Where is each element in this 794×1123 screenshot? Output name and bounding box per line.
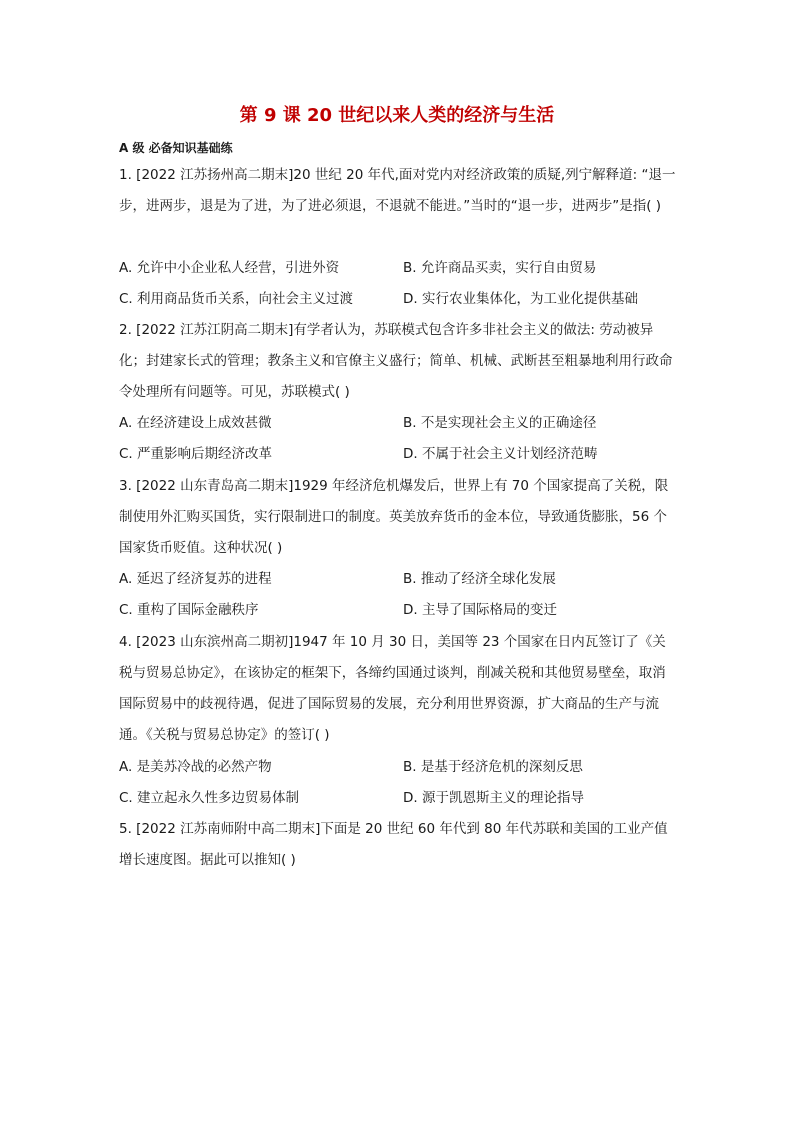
question-stem: 3. [2022 山东青岛高二期末]1929 年经济危机爆发后，世界上有 70 个国家提高了关税，限制使用外汇购买国货，实行限制进口的制度。英美放弃货币的金本位，导致通货膨胀，56 个国家货币贬值。这种状况( ) <box>119 478 669 556</box>
question-option: B. 推动了经济全球化发展 <box>403 571 556 587</box>
question-stem: 5. [2022 江苏南师附中高二期末]下面是 20 世纪 60 年代到 80 年代苏联和美国的工业产值增长速度图。据此可以推知( ) <box>119 821 668 868</box>
question-stem: 4. [2023 山东滨州高二期初]1947 年 10 月 30 日，美国等 23 个国家在日内瓦签订了《关税与贸易总协定》，在该协定的框架下，各缔约国通过谈判，削减关税和其他贸易壁垒，取消国际贸易中的歧视待遇，促进了国际贸易的发展，充分利用世界资源，扩大商品的生产与流通。《关税与贸易总协定》的签订( ) <box>119 634 666 743</box>
question-option: B. 不是实现社会主义的正确途径 <box>403 415 597 431</box>
question-option: D. 不属于社会主义计划经济范畴 <box>403 446 598 462</box>
question-option: B. 是基于经济危机的深刻反思 <box>403 759 583 775</box>
question-option: D. 实行农业集体化，为工业化提供基础 <box>403 291 638 307</box>
question-option: D. 主导了国际格局的变迁 <box>403 602 557 618</box>
question-option: A. 允许中小企业私人经营，引进外资 <box>119 260 340 276</box>
question-option: A. 是美苏冷战的必然产物 <box>119 759 272 775</box>
question-option: C. 重构了国际金融秩序 <box>119 602 259 618</box>
question-option: A. 在经济建设上成效甚微 <box>119 415 272 431</box>
question-option: B. 允许商品买卖，实行自由贸易 <box>403 260 597 276</box>
question-option: C. 建立起永久性多边贸易体制 <box>119 790 300 806</box>
question-option: A. 延迟了经济复苏的进程 <box>119 571 272 587</box>
question-stem: 2. [2022 江苏江阴高二期末]有学者认为，苏联模式包含许多非社会主义的做法: 劳动被异化；封建家长式的管理；教条主义和官僚主义盛行；简单、机械、武断甚至粗暴地利用行政命令处理所有问题等。可见，苏联模式( ) <box>119 322 673 400</box>
question-stem: 1. [2022 江苏扬州高二期末]20 世纪 20 年代,面对党内对经济政策的质疑,列宁解释道: “退一步，进两步，退是为了进，为了进必须退，不退就不能进。”当时的“退一步，进两步”是指( ) <box>119 167 676 214</box>
section-heading: A 级 必备知识基础练 <box>119 141 233 155</box>
question-option: D. 源于凯恩斯主义的理论指导 <box>403 790 584 806</box>
question-option: C. 严重影响后期经济改革 <box>119 446 273 462</box>
question-option: C. 利用商品货币关系，向社会主义过渡 <box>119 291 354 307</box>
page-title: 第 9 课 20 世纪以来人类的经济与生活 <box>239 105 555 126</box>
